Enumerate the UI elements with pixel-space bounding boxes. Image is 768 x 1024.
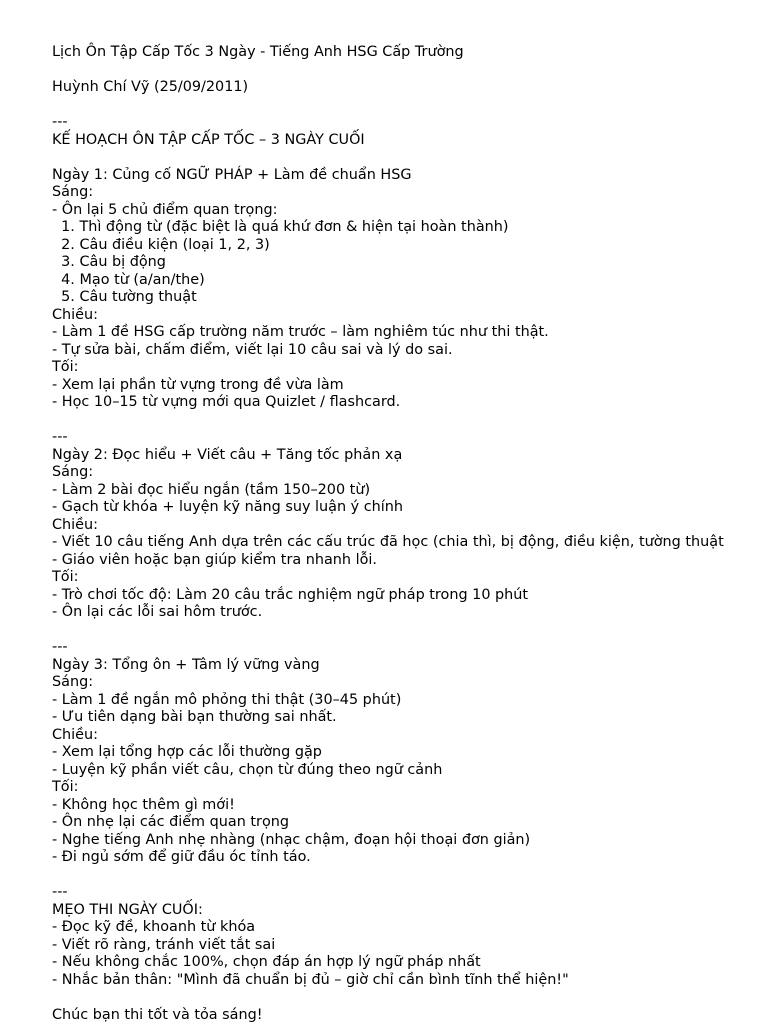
spacer — [52, 989, 768, 1007]
day3-evening-label: Tối: — [52, 779, 79, 795]
list-item: - Viết rõ ràng, tránh viết tắt sai — [52, 936, 276, 953]
spacer — [52, 867, 768, 885]
list-item: 5. Câu tường thuật — [52, 289, 197, 305]
document-page — [52, 44, 768, 1024]
list-item: - Ôn lại 5 chủ điểm quan trọng: — [52, 201, 278, 218]
day1-section — [52, 167, 768, 412]
list-item: - Làm 1 đề ngắn mô phỏng thi thật (30–45 phút) — [52, 691, 402, 708]
list-item: 4. Mạo từ (a/an/the) — [52, 271, 205, 288]
day3-morning-label: Sáng: — [52, 674, 94, 690]
list-item: - Ôn lại các lỗi sai hôm trước. — [52, 604, 263, 620]
spacer — [52, 62, 768, 80]
closing-line: Chúc bạn thi tốt và tỏa sáng! — [52, 1006, 263, 1023]
tips-heading: MẸO THI NGÀY CUỐI: — [52, 901, 203, 918]
list-item: - Nghe tiếng Anh nhẹ nhàng (nhạc chậm, đoạn hội thoại đơn giản) — [52, 831, 531, 848]
list-item: - Đọc kỹ đề, khoanh từ khóa — [52, 919, 256, 935]
list-item: - Nếu không chắc 100%, chọn đáp án hợp lý ngữ pháp nhất — [52, 954, 481, 970]
list-item: - Giáo viên hoặc bạn giúp kiểm tra nhanh lỗi. — [52, 551, 377, 568]
plan-heading: KẾ HOẠCH ÔN TẬP CẤP TỐC – 3 NGÀY CUỐI — [52, 131, 365, 148]
list-item: - Xem lại phần từ vựng trong đề vừa làm — [52, 376, 344, 393]
list-item: - Trò chơi tốc độ: Làm 20 câu trắc nghiệm ngữ pháp trong 10 phút — [52, 586, 529, 603]
list-item: - Gạch từ khóa + luyện kỹ năng suy luận ý chính — [52, 499, 404, 515]
day2-heading: Ngày 2: Đọc hiểu + Viết câu + Tăng tốc phản xạ — [52, 446, 403, 463]
day1-evening-label: Tối: — [52, 359, 79, 375]
list-item: - Luyện kỹ phần viết câu, chọn từ đúng theo ngữ cảnh — [52, 761, 443, 778]
document-title: Lịch Ôn Tập Cấp Tốc 3 Ngày - Tiếng Anh HSG Cấp Trường — [52, 44, 464, 60]
separator: --- — [52, 114, 68, 130]
day3-afternoon-label: Chiều: — [52, 726, 98, 743]
day2-morning-label: Sáng: — [52, 464, 94, 480]
separator: --- — [52, 639, 68, 655]
day3-heading: Ngày 3: Tổng ôn + Tâm lý vững vàng — [52, 656, 320, 673]
spacer — [52, 149, 768, 167]
list-item: 3. Câu bị động — [52, 254, 166, 270]
day2-evening-label: Tối: — [52, 569, 79, 585]
author-line: Huỳnh Chí Vỹ (25/09/2011) — [52, 79, 249, 95]
list-item: - Làm 1 đề HSG cấp trường năm trước – làm nghiêm túc như thi thật. — [52, 324, 549, 340]
list-item: 1. Thì động từ (đặc biệt là quá khứ đơn & hiện tại hoàn thành) — [52, 219, 509, 235]
list-item: - Ôn nhẹ lại các điểm quan trọng — [52, 814, 290, 830]
list-item: - Ưu tiên dạng bài bạn thường sai nhất. — [52, 709, 337, 725]
tips-section — [52, 902, 768, 990]
day2-afternoon-label: Chiều: — [52, 516, 98, 533]
spacer — [52, 622, 768, 640]
list-item: - Làm 2 bài đọc hiểu ngắn (tầm 150–200 từ) — [52, 481, 371, 498]
list-item: - Nhắc bản thân: "Mình đã chuẩn bị đủ – giờ chỉ cần bình tĩnh thể hiện!" — [52, 971, 569, 988]
list-item: - Tự sửa bài, chấm điểm, viết lại 10 câu sai và lý do sai. — [52, 341, 453, 358]
separator: --- — [52, 429, 68, 445]
list-item: - Xem lại tổng hợp các lỗi thường gặp — [52, 744, 322, 760]
spacer — [52, 412, 768, 430]
day3-section — [52, 657, 768, 867]
list-item: - Viết 10 câu tiếng Anh dựa trên các cấu trúc đã học (chia thì, bị động, điều kiện, tường thuật — [52, 534, 724, 550]
day1-afternoon-label: Chiều: — [52, 306, 98, 323]
list-item: - Đi ngủ sớm để giữ đầu óc tỉnh táo. — [52, 849, 311, 865]
day2-section — [52, 447, 768, 622]
list-item: - Học 10–15 từ vựng mới qua Quizlet / flashcard. — [52, 394, 401, 410]
list-item: - Không học thêm gì mới! — [52, 796, 235, 813]
day1-morning-label: Sáng: — [52, 184, 94, 200]
separator: --- — [52, 884, 68, 900]
day1-heading: Ngày 1: Củng cố NGỮ PHÁP + Làm đề chuẩn HSG — [52, 166, 412, 183]
spacer — [52, 97, 768, 115]
list-item: 2. Câu điều kiện (loại 1, 2, 3) — [52, 236, 270, 253]
